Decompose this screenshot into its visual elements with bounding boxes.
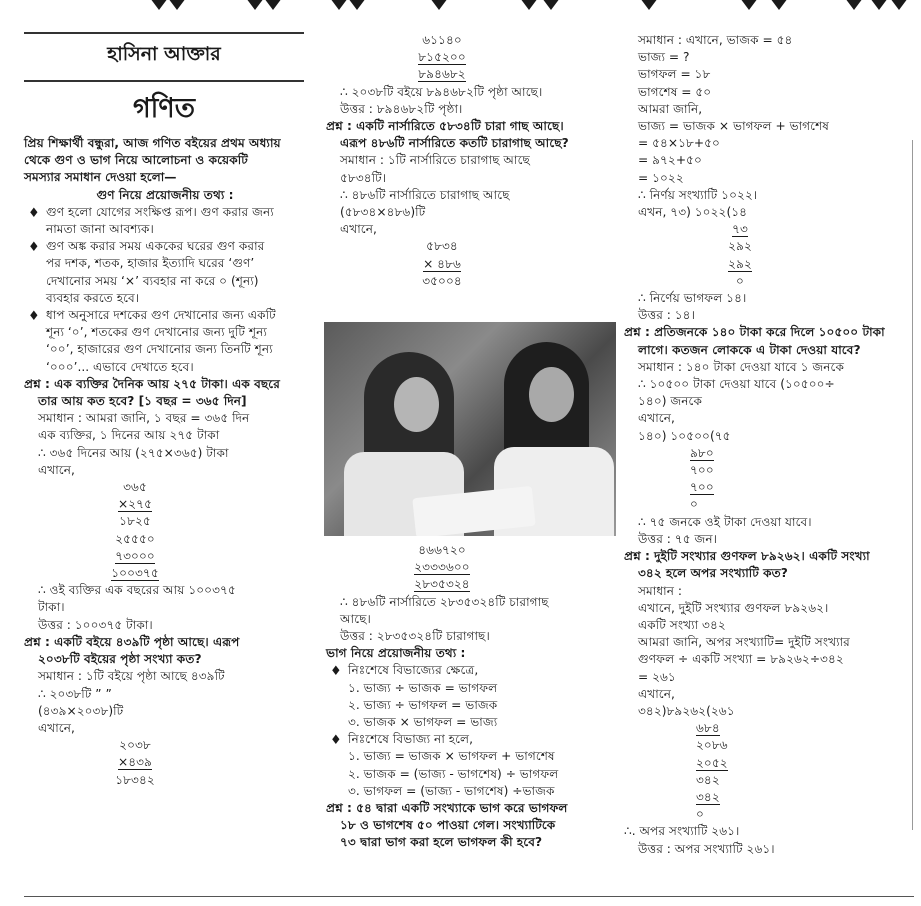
text-line-content: সমাধান : এখানে, ভাজক = ৫৪ [638,33,793,47]
text-line [624,496,916,513]
text-line-content: ৩৬৫ [123,480,147,495]
text-line [24,427,306,444]
text-line-content: প্রশ্ন : এক ব্যক্তির দৈনিক আয় ২৭৫ টাকা। এক বছরে [24,376,280,391]
text-line [326,645,618,662]
text-line [326,49,618,66]
text-line-content: ৪৬৬৭২০ [418,543,466,557]
text-line [326,731,618,748]
text-line [24,582,306,599]
text-line-content: ২৫৫৫০ [115,531,155,546]
text-line [24,720,306,737]
text-line-content: তার আয় কত হবে? [১ বছর = ৩৬৫ দিন] [38,394,247,409]
decorative-arrow [520,0,538,10]
text-line [624,204,916,221]
text-line-content: ভাগ নিয়ে প্রয়োজনীয় তথ্য : [326,646,466,661]
text-line [624,462,916,479]
text-line-content: ৩. ভাগফল = (ভাজ্য - ভাগশেষ) ÷ভাজক [348,783,555,798]
text-line [24,273,306,290]
text-line-content: ∴ ওই ব্যক্তির এক বছরের আয় ১০০৩৭৫ [38,583,236,598]
text-line-content: প্রশ্ন : একটি বইয়ে ৪৩৯টি পৃষ্ঠা আছে। এরূপ [24,634,240,649]
student-right-face [529,367,574,422]
text-line [326,628,618,645]
text-line [24,634,306,651]
text-line [24,255,306,272]
text-line [326,32,618,49]
decorative-arrow [640,0,658,10]
text-line-content: এখানে, [638,686,675,701]
text-line [326,204,618,221]
text-line-content: আমরা জানি, অপর সংখ্যাটি= দুইটি সংখ্যার [638,635,850,650]
text-line [624,221,916,238]
text-line [624,238,916,255]
text-line-content: ∴ ৪৮৬টি নার্সারিতে চারাগাছ আছে [340,187,510,202]
text-line-content: ১০০৩৭৫ [111,566,159,581]
text-line-content: ২৯২ [728,239,752,254]
text-line [326,221,618,238]
text-line-content: প্রশ্ন : ৫৪ দ্বারা একটি সংখ্যাকে ভাগ করে ভাগফল [326,801,568,816]
text-line-content: প্রশ্ন : একটি নার্সারিতে ৫৮৩৪টি চারা গাছ আছে। [326,119,564,134]
column-3 [624,32,916,858]
text-line [624,703,916,720]
text-line [326,817,618,834]
text-line-content: এখন, ৭৩) ১০২২(১৪ [638,205,748,220]
text-line [24,531,306,548]
text-line-content: ১. ভাজ্য = ভাজক × ভাগফল + ভাগশেষ [348,749,555,764]
text-line-content: নামতা জানা আবশ্যক। [46,222,154,237]
text-line [24,393,306,410]
text-line [624,772,916,789]
text-line-content: ৫৮৩৪ [426,239,458,254]
text-line-content: ১৪০) ১০৫০০(৭৫ [638,428,731,443]
text-line [624,152,916,169]
decorative-arrow [330,0,348,10]
text-line-content: ∴ ৭৫ জনকে ওই টাকা দেওয়া যাবে। [638,514,812,529]
text-line [624,514,916,531]
text-line-content: ৮৯৪৬৮২ [418,67,466,82]
decorative-arrow [430,0,448,10]
text-line [326,152,618,169]
text-line [24,290,306,307]
text-line [24,772,306,789]
text-line [24,135,306,152]
text-line [624,324,916,341]
text-line-content: গুণ নিয়ে প্রয়োজনীয় তথ্য : [96,187,234,202]
text-line-content: ৮১৫২০০ [418,50,466,65]
text-line-content: = ২৬১ [638,669,676,684]
text-line [624,634,916,651]
text-line-content: উত্তর : ৮৯৪৬৮২টি পৃষ্ঠা। [340,101,463,116]
text-line [624,617,916,634]
text-line [326,101,618,118]
text-line [624,273,916,290]
text-line-content: শূন্য ‘০’, শতকের গুণ দেখানোর জন্য দুটি শূন্য [46,325,267,340]
top-decorative-border [0,0,921,14]
text-line-content: এখানে, দুইটি সংখ্যার গুণফল ৮৯২৬২। [638,600,829,615]
text-line [326,576,618,593]
text-line-content: ৭৩ দ্বারা ভাগ করা হলে ভাগফল কী হবে? [340,835,543,850]
subject-title: গণিত [132,93,195,124]
decorative-arrow [348,0,366,10]
text-line [24,668,306,685]
text-line-content: সমাধান : ১টি বইয়ে পৃষ্ঠা আছে ৪৩৯টি [38,669,225,684]
text-line-content: আমরা জানি, [638,101,703,116]
text-line-content: পর দশক, শতক, হাজার ইত্যাদি ঘরের ‘গুণ’ [46,256,255,271]
text-line [326,800,618,817]
text-line [24,479,306,496]
text-line-content: গুণ হলো যোগের সংক্ষিপ্ত রূপ। গুণ করার জন্য [46,204,274,219]
text-line-content: উত্তর : ১৪। [638,308,695,323]
text-line-content: এক ব্যক্তির, ১ দিনের আয় ২৭৫ টাকা [38,428,220,443]
text-line-content: ‘০০’, হাজারের গুণ দেখানোর জন্য তিনটি শূন্য [46,342,273,357]
text-line [326,766,618,783]
decorative-arrow [150,0,168,10]
text-line [624,359,916,376]
text-line [24,651,306,668]
text-line [326,714,618,731]
text-line-content: দেখানোর সময় ‘×’ ব্যবহার না করে ০ (শূন্য) [46,273,259,288]
text-line-content: সমাধান : আমরা জানি, ১ বছর = ৩৬৫ দিন [38,411,250,426]
diamond-bullet-icon: ♦ [28,205,40,221]
text-line-content: সমাধান : [638,583,682,598]
text-line [326,256,618,273]
text-line-content: ∴ নির্ণয় সংখ্যাটি ১০২২। [638,187,758,202]
decorative-arrow [770,0,788,10]
text-line [624,118,916,135]
text-line-content: ৭৩ [732,222,748,237]
text-line [24,376,306,393]
text-line [326,238,618,255]
text-line [624,841,916,858]
text-line-content: ৯৮০ [690,445,714,460]
text-line [624,669,916,686]
text-line-content: নিঃশেষে বিভাজ্যের ক্ষেত্রে, [348,663,479,678]
decorative-arrow [740,0,758,10]
text-line-content: ১৪০) জনকে [638,394,702,409]
text-line-content: ২. ভাজক = (ভাজ্য - ভাগশেষ) ÷ ভাগফল [348,766,559,781]
text-line-content: ১. ভাজ্য ÷ ভাজক = ভাগফল [348,680,498,695]
text-line [24,599,306,616]
text-line-content: ৭৩০০০ [115,548,155,563]
text-line [624,720,916,737]
decorative-arrow [845,0,863,10]
right-edge-rule [912,140,913,830]
text-line-content: ১৮৩৪২ [115,772,155,787]
text-line-content: ৩৪২ [696,789,720,804]
text-line [624,376,916,393]
text-line-content: = ৫৪×১৮+৫০ [638,136,720,151]
text-line-content: ∴. অপর সংখ্যাটি ২৬১। [624,824,740,839]
text-line [624,170,916,187]
text-line-content: সমাধান : ১টি নার্সারিতে চারাগাছ আছে [340,153,530,168]
text-line [624,737,916,754]
text-line-content: প্রিয় শিক্ষার্থী বন্ধুরা, আজ গণিত বইয়ের প্রথম অধ্যায় [24,136,281,150]
decorative-arrow [264,0,282,10]
text-line [24,410,306,427]
text-line-content: ৩৪২ [696,772,720,787]
text-line-content: উত্তর : ২৮৩৫৩২৪টি চারাগাছ। [340,629,490,644]
page-bottom-rule [24,896,914,897]
text-line-content: এখানে, [38,462,75,477]
text-line-content: সমস্যার সমাধান দেওয়া হলো— [24,170,177,185]
text-line [624,806,916,823]
author-byline: হাসিনা আক্তার [107,43,221,65]
text-line-content: এখানে, [638,411,675,426]
text-line [326,135,618,152]
text-line [24,737,306,754]
text-line-content: ৫৮৩৪টি। [340,170,387,185]
text-line-content: ∴ নির্ণেয় ভাগফল ১৪। [638,291,747,306]
text-line-content: আছে। [340,611,371,626]
text-line [24,754,306,771]
text-line-content: ভাজ্য = ভাজক × ভাগফল + ভাগশেষ [638,119,830,134]
text-line [624,428,916,445]
text-line-content: ৭০০ [690,463,714,478]
text-line-content: এখানে, [38,720,75,735]
text-line [624,256,916,273]
text-line-content: গুণ অঙ্ক করার সময় এককের ঘরের গুণ করার [46,239,265,254]
text-line-content: ∴ ২০৩৮টি ” ” [38,686,112,701]
text-line [24,548,306,565]
text-line-content: ∴ ৪৮৬টি নার্সারিতে ২৮৩৫৩২৪টি চারাগাছ [340,594,549,609]
text-line-content: উত্তর : অপর সংখ্যাটি ২৬১। [638,841,775,856]
text-line [24,565,306,582]
text-line-content: প্রশ্ন : দুইটি সংখ্যার গুণফল ৮৯২৬২। একটি সংখ্যা [624,549,870,564]
text-line [24,152,306,169]
column-2-bottom [326,542,618,852]
decorative-arrow [542,0,560,10]
text-line [624,84,916,101]
decorative-arrow [870,0,888,10]
text-line-content: ব্যবহার করতে হবে। [46,290,140,305]
text-line [624,410,916,427]
text-line-content: লাগে। কতজন লোককে এ টাকা দেওয়া যাবে? [638,342,861,357]
diamond-bullet-icon: ♦ [28,309,40,325]
text-line [326,783,618,800]
text-line [24,617,306,634]
text-line [624,32,916,49]
text-line-content: ভাগশেষ = ৫০ [638,84,712,99]
text-line-content: নিঃশেষে বিভাজ্য না হলে, [348,732,473,747]
text-line [326,680,618,697]
text-line [624,445,916,462]
text-line-content: ∴ ৩৬৫ দিনের আয় (২৭৫×৩৬৫) টাকা [38,445,229,460]
text-line-content: ২৩৩৩৬০০ [414,560,470,575]
text-line [624,66,916,83]
text-line-content: × ৪৮৬ [423,256,461,271]
text-line-content: ২০৩৮ [119,738,151,753]
text-line [24,445,306,462]
text-line-content: ধাপ অনুসারে দশকের গুণ দেখানোর জন্য একটি [46,308,276,323]
text-line-content: ৬৮৪ [696,721,720,736]
text-line [624,548,916,565]
text-line [624,789,916,806]
text-line-content: এখানে, [340,222,377,237]
text-line [24,341,306,358]
text-line [24,238,306,255]
text-line [624,49,916,66]
text-line [624,479,916,496]
text-line-content: উত্তর : ১০০৩৭৫ টাকা। [38,617,153,632]
text-line [326,187,618,204]
text-line-content: ‘০০০’... এভাবে দেখাতে হবে। [46,359,194,374]
text-line [624,101,916,118]
text-line-content: ×২৭৫ [118,497,152,512]
text-line [24,462,306,479]
text-line [326,118,618,135]
text-line [326,273,618,290]
text-line [326,594,618,611]
text-line [326,834,618,851]
column-1 [24,135,306,789]
text-line-content: ২৮৩৫৩২৪ [414,577,470,592]
text-line-content: একটি সংখ্যা ৩৪২ [638,617,726,632]
student-left-face [394,377,439,432]
text-line [624,583,916,600]
text-line [624,393,916,410]
text-line-content: ১৮ ও ভাগশেষ ৫০ পাওয়া গেল। সংখ্যাটিকে [340,818,556,833]
text-line-content: ∴ ২০৩৮টি বইয়ে ৮৯৪৬৮২টি পৃষ্ঠা আছে। [340,84,543,99]
diamond-bullet-icon: ♦ [330,664,342,680]
text-line-content: টাকা। [38,600,65,615]
text-line-content: ৩৪২)৮৯২৬২(২৬১ [638,703,735,718]
text-line-content: ৩৫০০৪ [422,273,462,288]
decorative-arrow [168,0,186,10]
text-line [326,170,618,187]
text-line-content: ৩. ভাজক × ভাগফল = ভাজ্য [348,715,498,730]
text-line [326,662,618,679]
text-line-content: = ১০২২ [638,170,684,185]
text-line-content: এরূপ ৪৮৬টি নার্সারিতে কতটি চারাগাছ আছে? [340,136,569,151]
text-line [24,496,306,513]
text-line [326,559,618,576]
text-line-content: সমাধান : ১৪০ টাকা দেওয়া যাবে ১ জনকে [638,359,844,374]
text-line [624,135,916,152]
text-line [24,359,306,376]
text-line [326,66,618,83]
diamond-bullet-icon: ♦ [28,240,40,256]
text-line-content: ভাজ্য = ? [638,50,690,65]
text-line [24,169,306,186]
text-line-content: ৬১১৪০ [422,33,462,47]
text-line-content: উত্তর : ৭৫ জন। [638,531,718,546]
text-line-content: ১৮২৫ [119,514,151,529]
text-line [24,686,306,703]
text-line [624,686,916,703]
text-line-content: ২০৫২ [696,755,728,770]
column-2-top [326,32,618,290]
diamond-bullet-icon: ♦ [330,733,342,749]
text-line-content: থেকে গুণ ও ভাগ নিয়ে আলোচনা ও কয়েকটি [24,153,248,168]
text-line-content: ০ [690,497,698,512]
text-line-content: ২. ভাজ্য ÷ ভাগফল = ভাজক [348,697,498,712]
text-line-content: ×৪৩৯ [118,755,152,770]
text-line [24,513,306,530]
text-line [326,697,618,714]
text-line-content: (৫৮৩৪×৪৮৬)টি [340,205,426,220]
text-line [24,221,306,238]
text-line [624,565,916,582]
text-line-content: (৪৩৯×২০৩৮)টি [38,703,124,718]
byline-top-rule [24,32,304,34]
text-line [624,600,916,617]
text-line [326,542,618,559]
text-line [624,307,916,324]
text-line [624,187,916,204]
text-line [24,187,306,204]
text-line-content: ৩৪২ হলে অপর সংখ্যাটি কত? [638,566,788,581]
text-line [24,204,306,221]
students-reading-photo [324,322,616,536]
text-line [326,611,618,628]
decorative-arrow [246,0,264,10]
text-line-content: ০ [736,273,744,288]
text-line [24,307,306,324]
text-line [326,84,618,101]
text-line-content: ২৯২ [728,256,752,271]
text-line-content: ∴ ১০৫০০ টাকা দেওয়া যাবে (১০৫০০÷ [638,377,835,392]
byline-bottom-rule [24,80,304,82]
text-line-content: ২০৩৮টি বইয়ের পৃষ্ঠা সংখ্যা কত? [38,652,202,667]
text-line [24,324,306,341]
text-line-content: গুণফল ÷ একটি সংখ্যা = ৮৯২৬২÷৩৪২ [638,652,844,667]
text-line-content: ৭০০ [690,480,714,495]
text-line [624,823,916,840]
text-line-content: = ৯৭২+৫০ [638,153,702,168]
text-line [24,703,306,720]
text-line-content: প্রশ্ন : প্রতিজনকে ১৪০ টাকা করে দিলে ১০৫০০ টাকা [624,325,885,340]
text-line [624,531,916,548]
text-line-content: ভাগফল = ১৮ [638,67,711,82]
text-line [624,342,916,359]
text-line [326,748,618,765]
text-line [624,755,916,772]
text-line [624,651,916,668]
text-line [624,290,916,307]
text-line-content: ২০৮৬ [696,738,728,753]
text-line-content: ০ [696,807,704,822]
decorative-arrow [890,0,908,10]
